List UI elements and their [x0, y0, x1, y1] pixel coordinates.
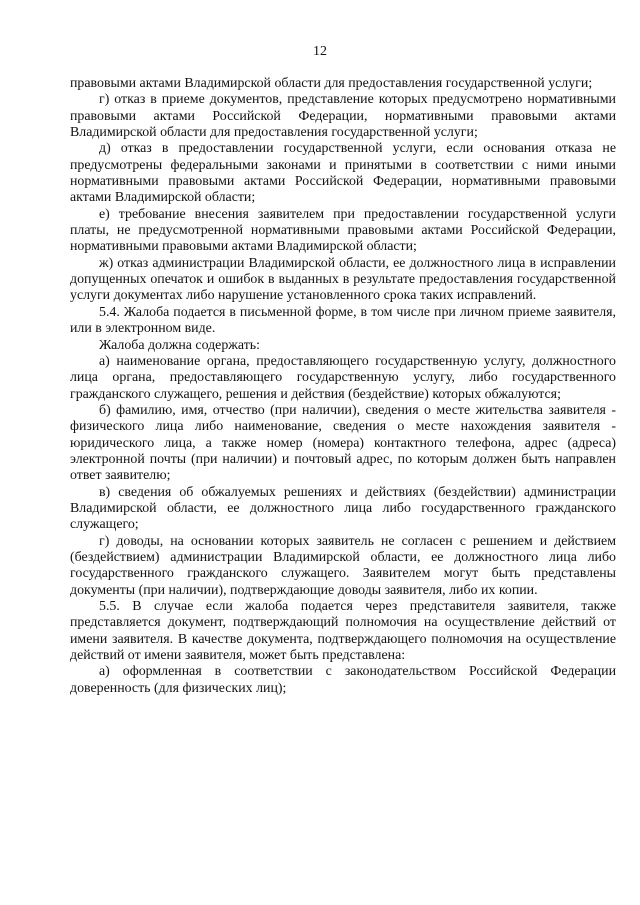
paragraph-continuation: правовыми актами Владимирской области для предоставления государственной услуги; [70, 76, 593, 91]
paragraph-item-a: а) наименование органа, предоставляющего государственную услугу, должностного лица органа, предоставляющего государственную услугу, либо государственного гражданского служащего, решения и действия (бездействие) которых обжалуются; [70, 353, 616, 402]
paragraph-item-v: в) сведения об обжалуемых решениях и действиях (бездействии) администрации Владимирской области, ее должностного лица либо государственного гражданского служащего; [70, 484, 616, 533]
paragraph-item-zh: ж) отказ администрации Владимирской области, ее должностного лица в исправлении допущенных опечаток и ошибок в выданных в результате предоставления государственной услуги документах либо нарушение установленного срока таких исправлений. [70, 255, 616, 304]
page-number: 12 [313, 44, 327, 59]
paragraph-5-5: 5.5. В случае если жалоба подается через представителя заявителя, также представляется документ, подтверждающий полномочия на осуществление действий от имени заявителя. В качестве документа, подтверждающего полномочия на осуществление действий от имени заявителя, может быть представлена: [70, 599, 616, 664]
paragraph-item-b: б) фамилию, имя, отчество (при наличии), сведения о месте жительства заявителя - физического лица либо наименование, сведения о месте нахождения заявителя - юридического лица, а также номер (номера) контактного телефона, адрес (адреса) электронной почты (при наличии) и почтовый адрес, по которым должен быть направлен ответ заявителю; [70, 402, 616, 484]
paragraph-item-d: д) отказ в предоставлении государственной услуги, если основания отказа не предусмотрены федеральными законами и принятыми в соответствии с ними иными нормативными правовыми актами Российской Федерации, нормативными правовыми актами Владимирской области; [70, 141, 616, 206]
paragraph-5-4: 5.4. Жалоба подается в письменной форме, в том числе при личном приеме заявителя, или в электронном виде. [70, 304, 616, 337]
paragraph-item-g-arguments: г) доводы, на основании которых заявитель не согласен с решением и действием (бездействием) администрации Владимирской области, ее должностного лица либо государственного гражданского служащего. Заявителем могут быть представлены документы (при наличии), подтверждающие доводы заявителя, либо их копии. [70, 533, 616, 598]
paragraph-item-g: г) отказ в приеме документов, представление которых предусмотрено нормативными правовыми актами Российской Федерации, нормативными правовыми актами Владимирской области для предоставления государственной услуги; [70, 92, 616, 141]
paragraph-item-a-power-of-attorney: а) оформленная в соответствии с законодательством Российской Федерации доверенность (для физических лиц); [70, 664, 616, 696]
paragraph-item-e: е) требование внесения заявителем при предоставлении государственной услуги платы, не предусмотренной нормативными правовыми актами Российской Федерации, нормативными правовыми актами Владимирской области; [70, 206, 616, 255]
paragraph-complaint-contents: Жалоба должна содержать: [99, 337, 260, 353]
document-body [70, 76, 616, 697]
